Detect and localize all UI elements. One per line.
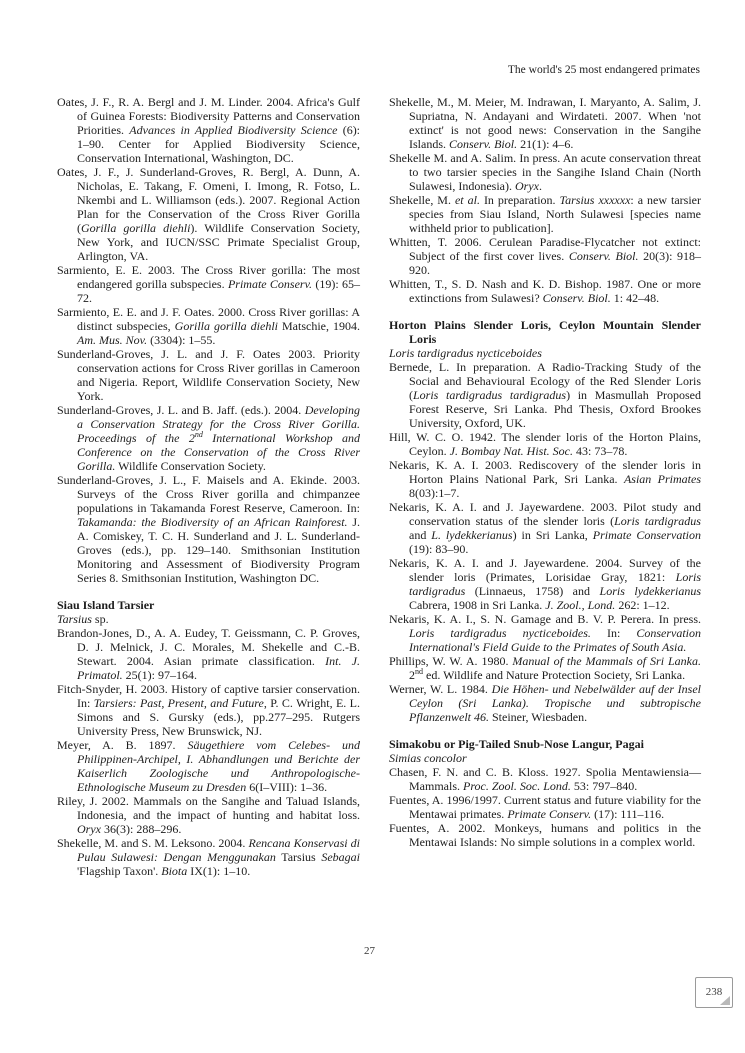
reference-entry: Whitten, T. 2006. Cerulean Paradise-Flycatcher not extinct: Subject of the first cover lives. Conserv. Biol. 20(3): 918–920.: [389, 235, 702, 277]
reference-entry: Nekaris, K. A. I. and J. Jayewardene. 2004. Survey of the slender loris (Primates, Lorisidae Gray, 1821: Loris tardigradus (Linnaeus, 1758) and Loris lydekkerianus Cabrera, 1908 in Sri Lanka. J. Zool., Lond. 262: 1–12.: [389, 556, 701, 612]
reference-entry: Sarmiento, E. E. 2003. The Cross River gorilla: The most endangered gorilla subspecies. Primate Conserv. (19): 65–72.: [57, 263, 361, 305]
section-heading: Siau Island Tarsier: [57, 598, 155, 612]
reference-entry: Brandon-Jones, D., A. A. Eudey, T. Geissmann, C. P. Groves, D. J. Melnick, J. C. Morales, M. Shekelle and C.-B. Stewart. 2004. Asian primate classification. Int. J. Primatol. 25(1): 97–164.: [57, 626, 361, 682]
reference-entry: Werner, W. L. 1984. Die Höhen- und Nebelwälder auf der Insel Ceylon (Sri Lanka). Tropische und subtropische Pflanzenwelt 46. Steiner, Wiesbaden.: [389, 682, 702, 724]
reference-entry: Oates, J. F., R. A. Bergl and J. M. Linder. 2004. Africa's Gulf of Guinea Forests: Biodiversity Patterns and Conservation Priorities. Advances in Applied Biodiversity Science (6): 1–90. Center for Applied Biodiversity Science, Conservation International, Washington, DC.: [57, 95, 361, 165]
corner-page-number: 238: [705, 986, 723, 998]
species-name: Tarsius sp.: [57, 612, 109, 626]
species-name: Loris tardigradus nycticeboides: [389, 346, 542, 360]
reference-entry: Shekelle, M. et al. In preparation. Tarsius xxxxxx: a new tarsier species from Siau Island, North Sulawesi [species name withheld prior to publication].: [389, 193, 701, 235]
reference-entry: Sarmiento, E. E. and J. F. Oates. 2000. Cross River gorillas: A distinct subspecies, Gorilla gorilla diehli Matschie, 1904. Am. Mus. Nov. (3304): 1–55.: [57, 305, 360, 347]
reference-entry: Meyer, A. B. 1897. Säugethiere vom Celebes- und Philippinen-Archipel, I. Abhandlungen und Berichte der Kaiserlich Zoologische und Anthropologische-Ethnologische Museum zu Dresden 6(I–VIII): 1–36.: [57, 738, 360, 794]
reference-entry: Sunderland-Groves, J. L. and J. F. Oates 2003. Priority conservation actions for Cross River gorillas in Cameroon and Nigeria. Report, Wildlife Conservation Society, New York.: [57, 347, 360, 403]
reference-entry: Fuentes, A. 2002. Monkeys, humans and politics in the Mentawai Islands: No simple solutions in a complex world.: [389, 821, 701, 849]
reference-entry: Shekelle, M. and S. M. Leksono. 2004. Rencana Konservasi di Pulau Sulawesi: Dengan Menggunakan Tarsius Sebagai 'Flagship Taxon'. Biota IX(1): 1–10.: [57, 836, 361, 878]
reference-entry: Sunderland-Groves, J. L., F. Maisels and A. Ekinde. 2003. Surveys of the Cross River gorilla and chimpanzee populations in Takamanda Forest Reserve, Cameroon. In: Takamanda: the Biodiversity of an African Rainforest. J. A. Comiskey, T. C. H. Sunderland and J. L. Sunderland-Groves (eds.), pp. 129–140. Smithsonian Institution Monitoring and Assessment of Biodiversity Program Series 8. Smithsonian Institution, Washington DC.: [57, 473, 360, 585]
reference-entry: Nekaris, K. A. I., S. N. Gamage and B. V. P. Perera. In press. Loris tardigradus nycticeboides. In: Conservation International's Field Guide to the Primates of South Asia.: [389, 612, 701, 654]
reference-entry: Bernede, L. In preparation. A Radio-Tracking Study of the Social and Behavioural Ecology of the Red Slender Loris (Loris tardigradus tardigradus) in Masmullah Proposed Forest Reserve, Sri Lanka. Phd Thesis, Oxford Brookes University, Oxford, UK.: [389, 360, 701, 430]
page-number: 27: [364, 945, 375, 957]
reference-entry: Fuentes, A. 1996/1997. Current status and future viability for the Mentawai primates. Primate Conserv. (17): 111–116.: [389, 793, 701, 821]
reference-entry: Sunderland-Groves, J. L. and B. Jaff. (eds.). 2004. Developing a Conservation Strategy for the Cross River Gorilla. Proceedings of the 2nd International Workshop and Conference on the Conservation of the Cross River Gorilla. Wildlife Conservation Society.: [57, 403, 361, 473]
running-title: The world's 25 most endangered primates: [507, 64, 700, 76]
section-heading: Simakobu or Pig-Tailed Snub-Nose Langur, Pagai: [389, 737, 644, 751]
reference-entry: Nekaris, K. A. I. 2003. Rediscovery of the slender loris in Horton Plains National Park, Sri Lanka. Asian Primates 8(03):1–7.: [389, 458, 702, 500]
reference-entry: Shekelle, M., M. Meier, M. Indrawan, I. Maryanto, A. Salim, J. Supriatna, N. Andayani and Wirdateti. 2007. When 'not extinct' is not good news: Conservation in the Sangihe Islands. Conserv. Biol. 21(1): 4–6.: [389, 95, 701, 151]
reference-entry: Riley, J. 2002. Mammals on the Sangihe and Taluad Islands, Indonesia, and the impact of hunting and habitat loss. Oryx 36(3): 288–296.: [57, 794, 360, 836]
reference-entry: Phillips, W. W. A. 1980. Manual of the Mammals of Sri Lanka. 2nd ed. Wildlife and Nature Protection Society, Sri Lanka.: [389, 654, 702, 682]
reference-entry: Whitten, T., S. D. Nash and K. D. Bishop. 1987. One or more extinctions from Sulawesi? Conserv. Biol. 1: 42–48.: [389, 277, 701, 305]
reference-entry: Hill, W. C. O. 1942. The slender loris of the Horton Plains, Ceylon. J. Bombay Nat. Hist. Soc. 43: 73–78.: [389, 430, 701, 458]
page-corner-marker[interactable]: [695, 977, 733, 1008]
folded-corner-icon: [720, 996, 730, 1005]
section-heading: Horton Plains Slender Loris, Ceylon Mountain Slender Loris: [389, 318, 701, 346]
reference-entry: Shekelle M. and A. Salim. In press. An acute conservation threat to two tarsier species in the Sangihe Island Chain (North Sulawesi, Indonesia). Oryx.: [389, 151, 701, 193]
species-name: Simias concolor: [389, 751, 467, 765]
references-column-left: [57, 95, 360, 878]
reference-entry: Fitch-Snyder, H. 2003. History of captive tarsier conservation. In: Tarsiers: Past, Present, and Future, P. C. Wright, E. L. Simons and S. Gursky (eds.), pp.277–295. Rutgers University Press, New Brunswick, NJ.: [57, 682, 360, 738]
reference-entry: Chasen, F. N. and C. B. Kloss. 1927. Spolia Mentawiensia—Mammals. Proc. Zool. Soc. Lond. 53: 797–840.: [389, 765, 701, 793]
references-column-right: [389, 95, 701, 849]
reference-entry: Oates, J. F., J. Sunderland-Groves, R. Bergl, A. Dunn, A. Nicholas, E. Takang, F. Omeni, I. Imong, R. Fotso, L. Nkembi and L. Williamson (eds.). 2007. Regional Action Plan for the Conservation of the Cross River Gorilla (Gorilla gorilla diehli). Wildlife Conservation Society, New York, and IUCN/SSC Primate Specialist Group, Arlington, VA.: [57, 165, 360, 263]
reference-entry: Nekaris, K. A. I. and J. Jayewardene. 2003. Pilot study and conservation status of the slender loris (Loris tardigradus and L. lydekkerianus) in Sri Lanka, Primate Conservation (19): 83–90.: [389, 500, 702, 556]
